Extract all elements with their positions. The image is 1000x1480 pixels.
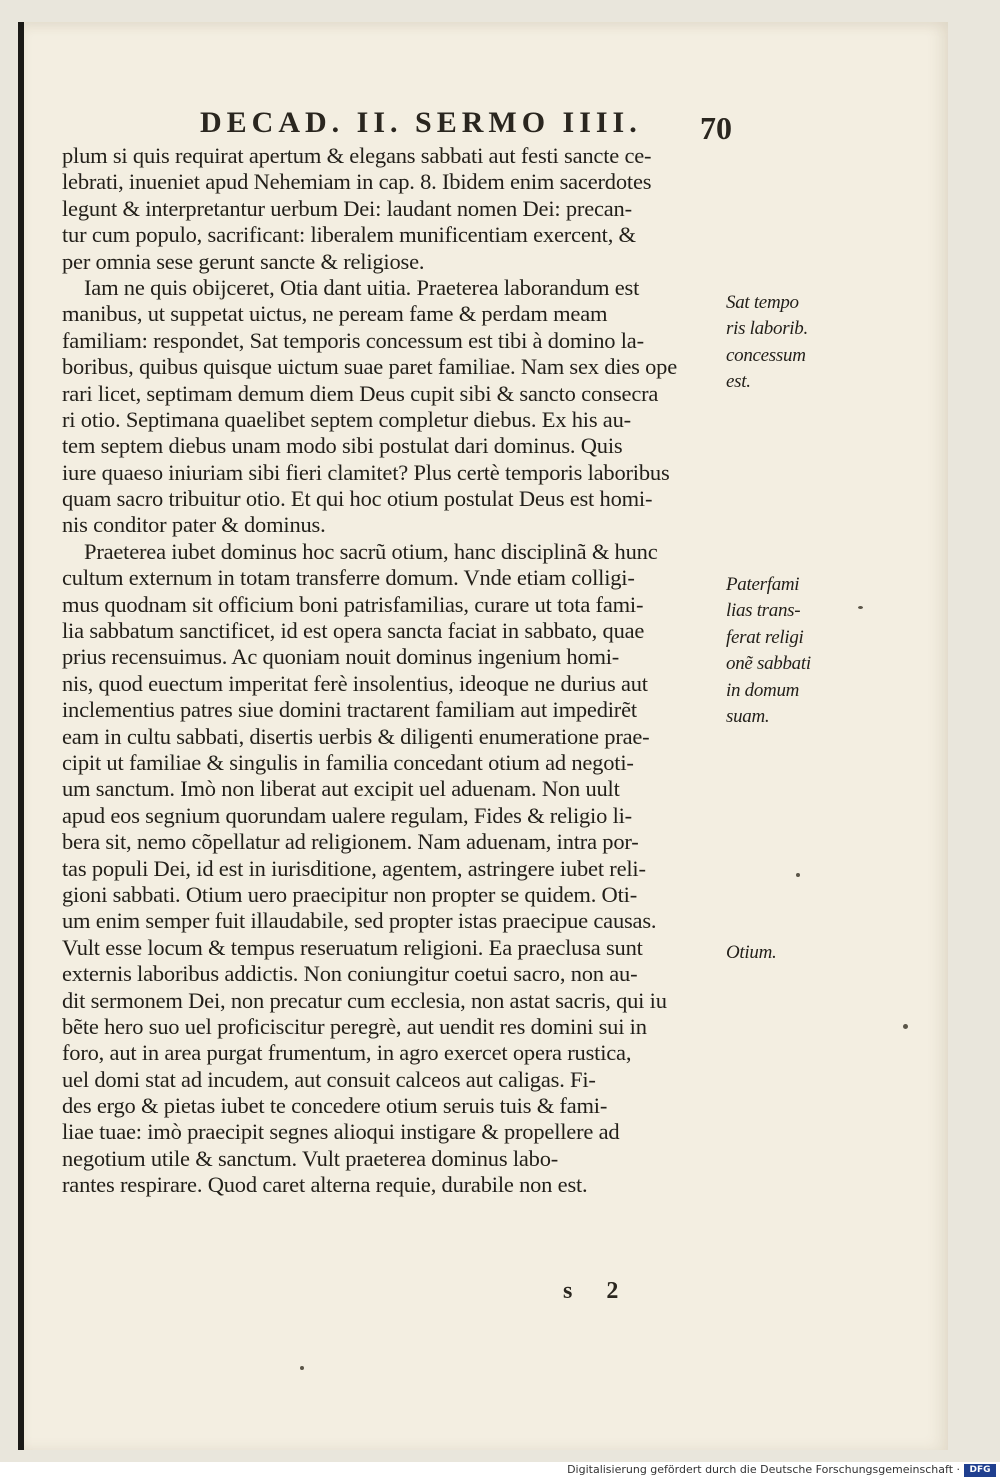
text-line: lebrati, inueniet apud Nehemiam in cap. 8. Ibidem enim sacerdotes xyxy=(62,169,652,195)
text-line: quam sacro tribuitur otio. Et qui hoc otium postulat Deus est homi- xyxy=(62,486,653,512)
marginal-note-line: onẽ sabbati xyxy=(726,653,811,675)
text-line: plum si quis requirat apertum & elegans sabbati aut festi sancte ce- xyxy=(62,143,652,168)
text-line: um sanctum. Imò non liberat aut excipit uel aduenam. Non uult xyxy=(62,776,620,802)
dfg-logo: DFG xyxy=(964,1464,996,1477)
text-line: legunt & interpretantur uerbum Dei: laudant nomen Dei: precan- xyxy=(62,195,632,221)
marginal-note-line: concessum xyxy=(726,344,806,366)
marginal-note-line: est. xyxy=(726,371,751,393)
text-line: des ergo & pietas iubet te concedere otium seruis tuis & fami- xyxy=(62,1093,608,1119)
marginal-note-line: ferat religi xyxy=(726,626,804,648)
text-line: Iam ne quis obijceret, Otia dant uitia. Praeterea laborandum est xyxy=(84,274,640,300)
text-line: gioni sabbati. Otium uero praecipitur non propter se quidem. Oti- xyxy=(62,881,637,907)
text-line: rantes respirare. Quod caret alterna requie, durabile non est. xyxy=(62,1172,588,1198)
marginal-note-line: Sat tempo xyxy=(726,292,799,313)
text-line: inclementius patres siue domini tractarent familiam aut impedirẽt xyxy=(62,697,637,723)
text-line: foro, aut in area purgat frumentum, in agro exercet opera rustica, xyxy=(62,1040,632,1066)
paper-speck xyxy=(903,1024,908,1029)
marginal-note-line: Paterfami xyxy=(726,574,800,595)
text-line: bera sit, nemo cõpellatur ad religionem. Nam aduenam, intra por- xyxy=(62,829,639,855)
signature-mark: s 2 xyxy=(563,1278,633,1304)
text-line: Praeterea iubet dominus hoc sacrũ otium, hanc disciplinã & hunc xyxy=(84,538,658,564)
text-line: nis conditor pater & dominus. xyxy=(62,512,326,538)
paper-speck xyxy=(796,873,800,877)
paper-speck xyxy=(858,606,863,609)
running-head: DECAD. II. SERMO IIII. xyxy=(200,106,642,139)
body-text xyxy=(62,143,722,1199)
text-line: bẽte hero suo uel proficiscitur peregrè, aut uendit res domini sui in xyxy=(62,1013,647,1039)
text-line: cipit ut familiae & singulis in familia concedant otium ad negoti- xyxy=(62,749,634,775)
text-line: dit sermonem Dei, non precatur cum ecclesia, non astat sacris, qui iu xyxy=(62,987,667,1013)
text-line: ri otio. Septimana quaelibet septem completur diebus. Ex his au- xyxy=(62,406,631,432)
paper-speck xyxy=(300,1366,304,1370)
text-line: tas populi Dei, id est in iurisditione, agentem, astringere iubet reli- xyxy=(62,855,646,881)
text-line: eam in cultu sabbati, disertis uerbis & diligenti enumeratione prae- xyxy=(62,723,650,749)
text-line: per omnia sese gerunt sancte & religiose. xyxy=(62,248,425,274)
text-line: liae tuae: imò praecipit segnes alioqui instigare & propellere ad xyxy=(62,1119,620,1145)
text-line: tem septem diebus unam modo sibi postulat dari dominus. Quis xyxy=(62,433,623,459)
text-line: um enim semper fuit illaudabile, sed propter istas praecipue causas. xyxy=(62,908,657,934)
text-line: Vult esse locum & tempus reseruatum religioni. Ea praeclusa sunt xyxy=(62,934,643,960)
marginal-note-line: suam. xyxy=(726,705,770,727)
text-line: lia sabbatum sanctificet, id est opera sancta faciat in sabbato, quae xyxy=(62,618,645,644)
marginal-note-line: in domum xyxy=(726,679,800,701)
text-line: cultum externum in totam transferre domum. Vnde etiam colligi- xyxy=(62,565,635,591)
text-line: boribus, quibus quisque uictum suae paret familiae. Nam sex dies ope xyxy=(62,354,678,380)
folio-number: 70 xyxy=(700,110,732,146)
text-line: mus quodnam sit officium boni patrisfamilias, curare ut tota fami- xyxy=(62,591,644,617)
text-line: negotium utile & sanctum. Vult praeterea dominus labo- xyxy=(62,1145,559,1171)
text-line: rari licet, septimam demum diem Deus cupit sibi & sancto consecra xyxy=(62,380,659,406)
marginal-note-line: Otium. xyxy=(726,942,777,963)
text-line: nis, quod euectum imperitat ferè insolentius, ideoque ne durius aut xyxy=(62,670,648,696)
text-line: apud eos segnium quorundam ualere regulam, Fides & religio li- xyxy=(62,802,632,828)
marginal-note-line: lias trans- xyxy=(726,600,801,622)
funding-credit: Digitalisierung gefördert durch die Deutsche Forschungsgemeinschaft · xyxy=(567,1463,960,1476)
marginal-note-line: ris laborib. xyxy=(726,318,808,340)
text-line: externis laboribus addictis. Non coniungitur coetui sacro, non au- xyxy=(62,961,638,987)
text-line: iure quaeso iniuriam sibi fieri clamitet? Plus certè temporis laboribus xyxy=(62,459,670,485)
text-line: tur cum populo, sacrificant: liberalem munificentiam exercent, & xyxy=(62,222,636,248)
marginal-note xyxy=(726,572,826,730)
text-line: manibus, ut suppetat uictus, ne peream fame & perdam meam xyxy=(62,301,608,327)
marginal-note xyxy=(726,290,826,396)
marginal-note xyxy=(726,940,826,966)
text-line: familiam: respondet, Sat temporis concessum est tibi à domino la- xyxy=(62,327,644,353)
text-line: prius recensuimus. Ac quoniam nouit dominus ingenium homi- xyxy=(62,644,620,670)
text-line: uel domi stat ad incudem, aut consuit calceos aut caligas. Fi- xyxy=(62,1066,596,1092)
